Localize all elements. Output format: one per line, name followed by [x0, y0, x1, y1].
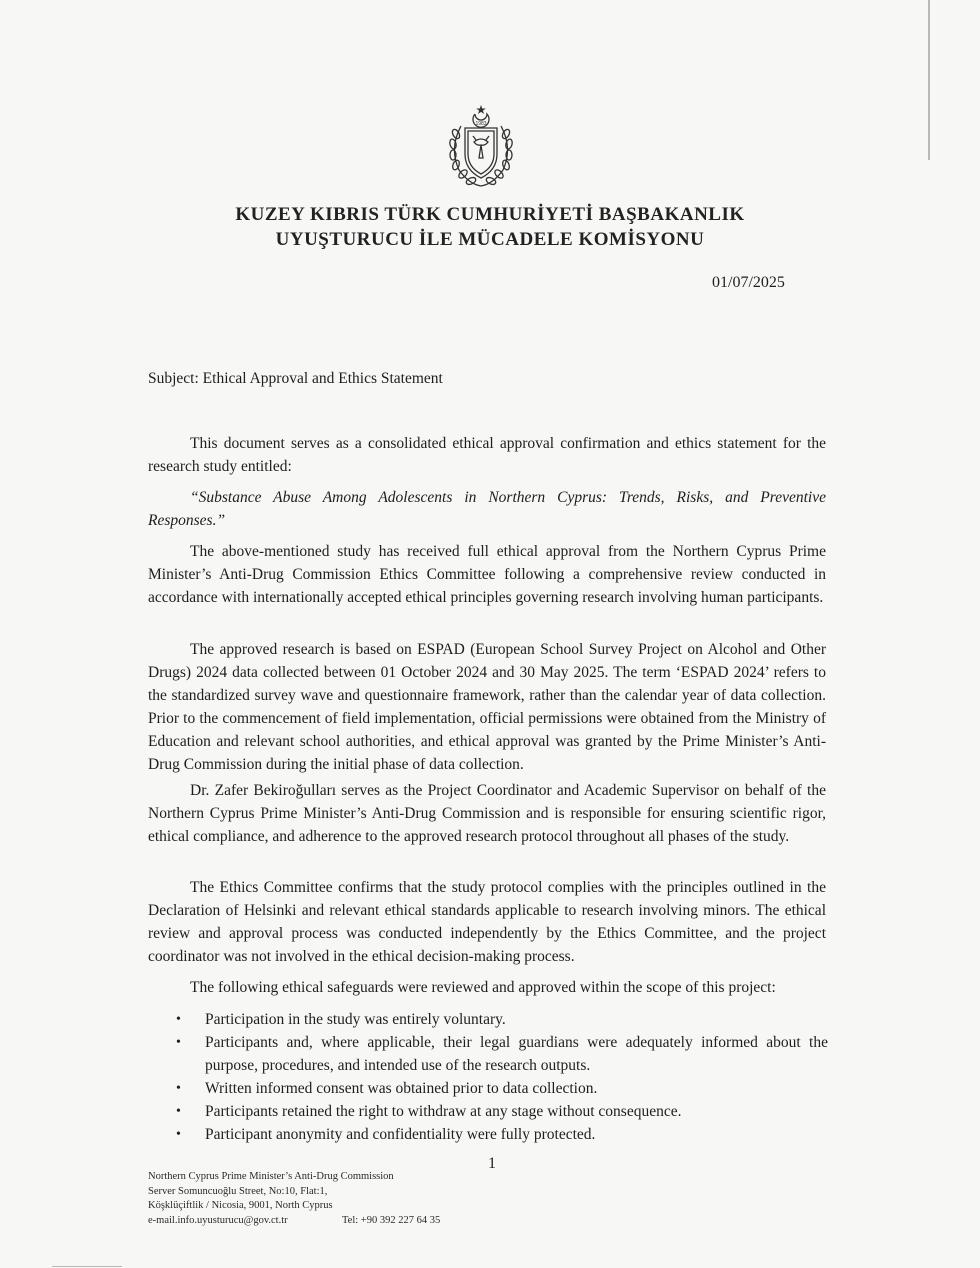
list-item-text: Participation in the study was entirely voluntary. [205, 1011, 506, 1028]
helsinki-paragraph: The Ethics Committee confirms that the study protocol complies with the principles outlined in the Declaration of Helsinki and relevant ethical standards applicable to research involving minors. The ethical review and approval process was conducted independently by the Ethics Committee, and the project coordinator was not involved in the ethical decision-making process. [148, 879, 826, 965]
list-item-text: Participants and, where applicable, their legal guardians were adequately informed about the purpose, procedures, and intended use of the research outputs. [205, 1034, 828, 1074]
footer-email: e-mail.info.uyusturucu@gov.ct.tr [148, 1214, 288, 1226]
footer-line: Server Somuncuoğlu Street, No:10, Flat:1, [148, 1185, 328, 1197]
footer-line: Köşklüçiftlik / Nicosia, 9001, North Cyprus [148, 1200, 333, 1211]
bullet: • [176, 1012, 181, 1027]
letter-date: 01/07/2025 [712, 274, 785, 291]
list-item [148, 1077, 828, 1100]
bullet: • [176, 1127, 181, 1142]
commission-name: UYUŞTURUCU İLE MÜCADELE KOMİSYONU [275, 229, 705, 250]
safeguards-list [148, 1008, 828, 1146]
footer-address [148, 1170, 441, 1228]
page-number: 1 [488, 1155, 496, 1172]
emblem-year: 1983 [475, 121, 487, 127]
list-item [148, 1008, 828, 1031]
list-item [148, 1100, 828, 1123]
coat-of-arms-emblem [431, 100, 531, 200]
institution-name: KUZEY KIBRIS TÜRK CUMHURİYETİ BAŞBAKANLIK [235, 204, 745, 225]
subject-line: Subject: Ethical Approval and Ethics Statement [148, 370, 443, 387]
approval-paragraph: The above-mentioned study has received full ethical approval from the Northern Cyprus Prime Minister’s Anti-Drug Commission Ethics Committee following a comprehensive review conducted in accordance with internationally accepted ethical principles governing research involving human participants. [148, 543, 826, 606]
study-title: “Substance Abuse Among Adolescents in Northern Cyprus: Trends, Risks, and Preventive Responses.” [148, 489, 826, 529]
list-item [148, 1123, 828, 1146]
list-item-text: Participants retained the right to withdraw at any stage without consequence. [205, 1103, 682, 1120]
safeguards-intro: The following ethical safeguards were reviewed and approved within the scope of this project: [190, 979, 776, 996]
list-item-text: Participant anonymity and confidentiality were fully protected. [205, 1126, 596, 1143]
footer-telephone: Tel: +90 392 227 64 35 [342, 1214, 441, 1226]
coordinator-paragraph: Dr. Zafer Bekiroğulları serves as the Project Coordinator and Academic Supervisor on behalf of the Northern Cyprus Prime Minister’s Anti-Drug Commission and is responsible for ensuring scientific rigor, ethical compliance, and adherence to the approved research protocol throughout all phases of the study. [148, 782, 826, 845]
intro-paragraph: This document serves as a consolidated ethical approval confirmation and ethics statement for the research study entitled: [148, 435, 826, 475]
bullet: • [176, 1035, 181, 1050]
scan-edge-mark [928, 0, 930, 160]
list-item [148, 1031, 828, 1077]
bullet: • [176, 1081, 181, 1096]
bullet: • [176, 1104, 181, 1119]
list-item-text: Written informed consent was obtained prior to data collection. [205, 1080, 598, 1097]
scan-edge-mark [52, 1266, 122, 1267]
footer-line: Northern Cyprus Prime Minister’s Anti-Drug Commission [148, 1171, 394, 1182]
espad-paragraph: The approved research is based on ESPAD (European School Survey Project on Alcohol and Other Drugs) 2024 data collected between 01 October 2024 and 30 May 2025. The term ‘ESPAD 2024’ refers to the standardized survey wave and questionnaire framework, rather than the calendar year of data collection. Prior to the commencement of field implementation, official permissions were obtained from the Ministry of Education and relevant school authorities, and ethical approval was granted by the Prime Minister’s Anti-Drug Commission during the initial phase of data collection. [148, 641, 826, 773]
